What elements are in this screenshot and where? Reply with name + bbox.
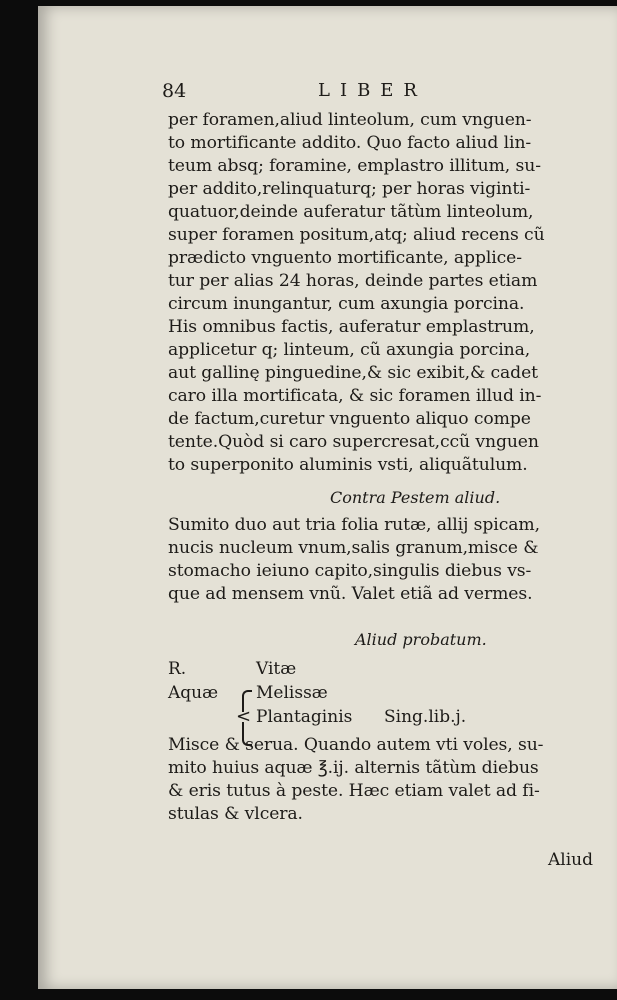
text-line: stulas & vlcera. (168, 804, 303, 824)
text-line: to superponito aluminis vsti, aliquãtulum. (168, 455, 528, 475)
text-line: to mortificante addito. Quo facto aliud lin- (168, 133, 532, 153)
text-line: teum absq; foramine, emplastro illitum, su- (168, 156, 541, 176)
running-title: LIBER (318, 80, 427, 101)
text-line: caro illa mortificata, & sic foramen illud in- (168, 386, 542, 406)
text-line: super foramen positum,atq; aliud recens cũ (168, 225, 545, 245)
text-line: aut gallinę pinguedine,& sic exibit,& cadet (168, 363, 538, 383)
text-line: circum inungantur, cum axungia porcina. (168, 294, 525, 314)
brace-icon: < (236, 706, 252, 727)
recipe-symbol: R. (168, 659, 187, 679)
text-line: applicetur q; linteum, cũ axungia porcina, (168, 340, 531, 360)
book-page (38, 6, 617, 989)
text-line: mito huius aquæ ℥.ij. alternis tãtùm diebus (168, 758, 539, 778)
recipe-item: Vitæ (256, 659, 297, 679)
page-number: 84 (162, 80, 187, 102)
text-line: His omnibus factis, auferatur emplastrum, (168, 317, 535, 337)
section-heading: Contra Pestem aliud. (330, 488, 501, 507)
text-line: prædicto vnguento mortificante, applice- (168, 248, 522, 268)
text-line: nucis nucleum vnum,salis granum,misce & (168, 538, 539, 558)
text-line: Sumito duo aut tria folia rutæ, allij spicam, (168, 515, 540, 535)
recipe-base: Aquæ (168, 683, 219, 703)
catchword: Aliud (548, 850, 593, 870)
text-line: per addito,relinquaturq; per horas viginti- (168, 179, 531, 199)
text-line: tente.Quòd si caro supercresat,ccũ vnguen (168, 432, 539, 452)
recipe-item: Plantaginis (256, 707, 353, 727)
text-line: stomacho ieiuno capito,singulis diebus vs- (168, 561, 532, 581)
text-line: quatuor,deinde auferatur tãtùm linteolum, (168, 202, 534, 222)
text-line: tur per alias 24 horas, deinde partes etiam (168, 271, 538, 291)
section-heading: Aliud probatum. (355, 630, 487, 649)
text-line: Misce & serua. Quando autem vti voles, su- (168, 735, 544, 755)
text-line: de factum,curetur vnguento aliquo compe (168, 409, 531, 429)
text-line: que ad mensem vnũ. Valet etiã ad vermes. (168, 584, 533, 604)
text-line: per foramen,aliud linteolum, cum vnguen- (168, 110, 532, 130)
recipe-item: Melissæ (256, 683, 328, 703)
text-line: & eris tutus à peste. Hæc etiam valet ad fi- (168, 781, 540, 801)
recipe-dose: Sing.lib.j. (384, 707, 467, 727)
